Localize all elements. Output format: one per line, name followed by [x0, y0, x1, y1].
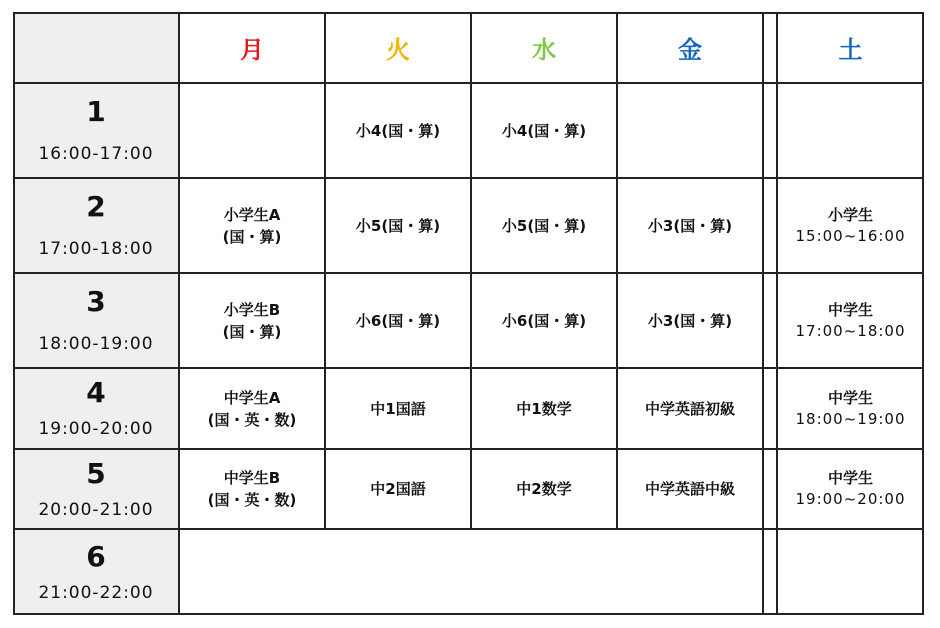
class-group: 中学生: [827, 469, 873, 487]
class-entry: (国・英・数): [207, 491, 297, 509]
class-entry: 中2数学: [516, 480, 572, 498]
period-number: 5: [86, 456, 106, 490]
class-entry: 小3(国・算): [647, 311, 733, 330]
class-entry: 小6(国・算): [355, 311, 441, 330]
class-entry: 小学生B: [223, 300, 281, 319]
grid-line: [13, 528, 924, 530]
schedule-cell: [325, 449, 471, 529]
class-entry: 小学生A: [223, 205, 281, 224]
day-header: [325, 12, 471, 83]
schedule-cell: [617, 449, 763, 529]
table-border: [922, 12, 924, 615]
schedule-cell: [471, 178, 617, 273]
class-time: 19:00~20:00: [795, 490, 906, 508]
period-number: 3: [86, 285, 106, 318]
period-time: 16:00-17:00: [38, 144, 154, 164]
class-time: 18:00~19:00: [795, 409, 906, 428]
day-label: 火: [386, 36, 410, 64]
period-number: 4: [86, 376, 106, 409]
schedule-cell: [617, 368, 763, 449]
period-header: [13, 273, 179, 368]
class-time: 17:00~18:00: [795, 321, 906, 340]
period-time: 20:00-21:00: [38, 499, 154, 520]
period-time: 18:00-19:00: [38, 334, 154, 354]
schedule-cell: [179, 178, 325, 273]
day-label: 月: [240, 36, 264, 64]
schedule-cell: [179, 368, 325, 449]
class-entry: 中学生A: [223, 388, 281, 407]
period-header: [13, 449, 179, 529]
class-group: 中学生: [827, 388, 873, 407]
grid-line: [13, 272, 924, 274]
schedule-cell: [325, 368, 471, 449]
class-time: 15:00~16:00: [795, 226, 906, 245]
period-time: 17:00-18:00: [38, 239, 154, 259]
schedule-cell: [617, 83, 763, 178]
schedule-cell-saturday: [777, 83, 924, 178]
period-header: [13, 83, 179, 178]
class-entry: (国・算): [222, 322, 282, 341]
schedule-cell: [325, 178, 471, 273]
header-corner: [13, 12, 179, 83]
grid-line: [13, 82, 924, 84]
schedule-cell: [325, 83, 471, 178]
day-header: [179, 12, 325, 83]
schedule-cell: [471, 273, 617, 368]
table-border: [13, 12, 15, 615]
schedule-cell: [325, 273, 471, 368]
period-number: 2: [86, 190, 106, 223]
period-time: 21:00-22:00: [38, 582, 154, 603]
schedule-cell: [179, 83, 325, 178]
period-time: 19:00-20:00: [38, 419, 154, 439]
schedule-cell: [617, 273, 763, 368]
class-entry: 小6(国・算): [501, 311, 587, 330]
class-entry: 中学英語中級: [644, 480, 735, 498]
schedule-cell: [617, 178, 763, 273]
class-entry: 中1国語: [370, 399, 426, 418]
class-entry: 小5(国・算): [355, 216, 441, 235]
schedule-cell: [471, 449, 617, 529]
period-header: [13, 368, 179, 449]
class-group: 中学生: [827, 300, 873, 319]
day-header: [471, 12, 617, 83]
grid-line: [324, 12, 326, 529]
day-header: [777, 12, 924, 83]
class-entry: 小3(国・算): [647, 216, 733, 235]
day-label: 土: [838, 36, 863, 64]
schedule-cell: [179, 449, 325, 529]
grid-line: [616, 12, 618, 529]
grid-line: [13, 367, 924, 369]
grid-line: [470, 12, 472, 529]
class-entry: 小5(国・算): [501, 216, 587, 235]
schedule-cell-saturday: [777, 273, 924, 368]
class-entry: (国・算): [222, 227, 282, 246]
schedule-cell: [471, 83, 617, 178]
table-border: [13, 613, 924, 615]
day-label: 金: [678, 36, 702, 64]
period-number: 1: [86, 95, 106, 128]
period-header: [13, 178, 179, 273]
class-entry: 中学生B: [223, 469, 281, 487]
period-number: 6: [86, 539, 106, 573]
grid-line: [178, 12, 180, 615]
schedule-cell-saturday: [777, 368, 924, 449]
grid-line: [13, 177, 924, 179]
class-entry: 小4(国・算): [501, 121, 587, 140]
grid-line: [762, 12, 764, 615]
class-entry: 小4(国・算): [355, 121, 441, 140]
class-entry: 中1数学: [516, 399, 572, 418]
class-group: 小学生: [827, 205, 873, 224]
schedule-cell: [179, 273, 325, 368]
grid-line: [776, 12, 778, 615]
class-entry: 中2国語: [370, 480, 426, 498]
schedule-cell-saturday: [777, 449, 924, 529]
schedule-cell: [471, 368, 617, 449]
schedule-cell-saturday: [777, 178, 924, 273]
class-entry: 中学英語初級: [644, 399, 735, 418]
period-header: [13, 529, 179, 615]
timetable: [13, 12, 924, 615]
day-label: 水: [532, 36, 556, 64]
grid-line: [13, 448, 924, 450]
class-entry: (国・英・数): [207, 410, 297, 429]
table-border: [13, 12, 924, 14]
day-header: [617, 12, 763, 83]
